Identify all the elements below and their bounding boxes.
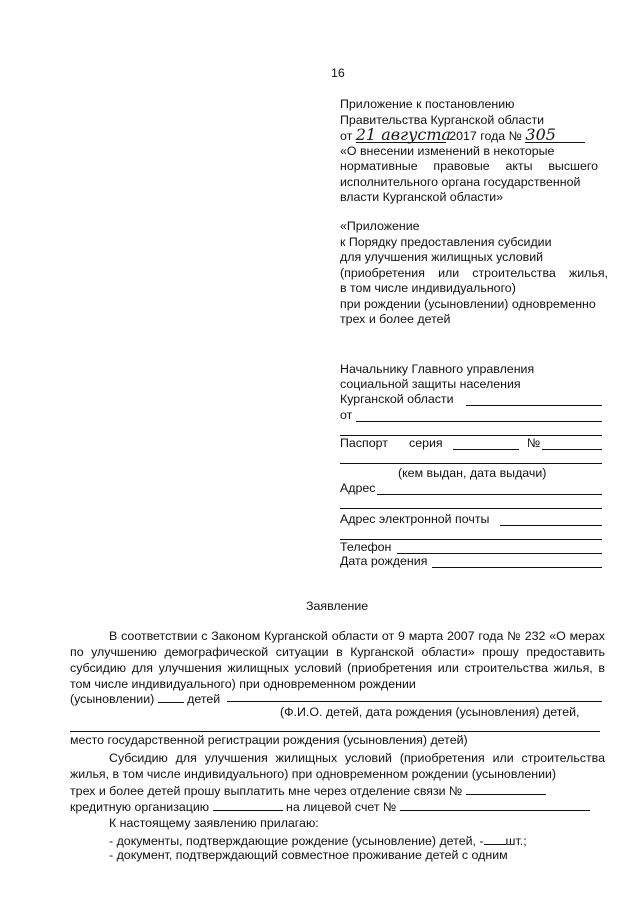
credit-org-blank[interactable] <box>213 798 283 811</box>
p2-post-office: трех и более детей прошу выплатить мне через отделение связи № <box>70 784 463 798</box>
docs-count-blank[interactable] <box>484 832 506 845</box>
appendix-title: Приложение к постановлению <box>340 97 515 111</box>
caption-place: место государственной регистрации рождения (усыновления) детей) <box>70 733 468 747</box>
attach-intro: К настоящему заявлению прилагаю: <box>109 816 319 830</box>
addressee-line-1: Начальнику Главного управления <box>340 362 535 376</box>
about-line-1: «О внесении изменений в некоторые <box>340 144 555 158</box>
appendix2-line-6: при рождении (усыновлении) одновременно <box>340 297 596 311</box>
issued-fill-line[interactable] <box>340 463 602 464</box>
addressee-line-3: Курганской области <box>340 392 454 406</box>
date-prefix: от <box>340 129 353 143</box>
address-label: Адрес <box>340 481 376 495</box>
p2-line-4 <box>70 798 590 815</box>
appendix2-line-1: «Приложение <box>340 219 420 233</box>
page-number: 16 <box>331 66 345 80</box>
about-line-2: нормативные правовые акты высшего <box>340 159 598 173</box>
birth-date-label: Дата рождения <box>340 554 428 568</box>
passport-label: Паспорт <box>340 436 388 450</box>
attach-item-1-unit: шт.; <box>505 834 527 848</box>
email-fill-line[interactable] <box>500 525 602 526</box>
about-line-3: исполнительного органа государственной <box>340 175 581 189</box>
issued-caption: (кем выдан, дата выдачи) <box>398 466 547 480</box>
children-fill-line-2[interactable] <box>70 731 600 732</box>
appendix2-line-3: для улучшения жилищных условий <box>340 250 544 264</box>
from-label: от <box>340 408 353 422</box>
passport-number-line[interactable] <box>542 449 602 450</box>
post-office-blank[interactable] <box>466 782 546 795</box>
email-label: Адрес электронной почты <box>340 512 490 526</box>
caption-children: (Ф.И.О. детей, дата рождения (усыновления) детей, <box>280 705 580 719</box>
statement-paragraph-1: В соответствии с Законом Курганской области от 9 марта 2007 года № 232 «О мерах по улучшению демографической ситуации в Курганской области» прошу предоставить субсидию для улучшения жилищных условий (приобретения или строительства жилья, в том числе индивидуального) при одновременном рождении <box>70 629 605 691</box>
statement-paragraph-2: Субсидию для улучшения жилищных условий (приобретения или строительства жилья, в том числе индивидуального) при одновременном рождении (усыновлении) <box>70 751 605 781</box>
attach-item-1 <box>109 832 527 849</box>
phone-fill-line[interactable] <box>397 553 602 554</box>
statement-p1-last-line <box>70 690 220 707</box>
p2-account: на лицевой счет № <box>286 800 397 814</box>
date-handwritten: 21 августа <box>355 125 452 144</box>
appendix2-line-2: к Порядку предоставления субсидии <box>340 235 552 249</box>
appendix2-line-5: в том числе индивидуального) <box>340 281 516 295</box>
number-handwritten: 305 <box>525 128 585 143</box>
series-fill-line[interactable] <box>453 449 519 450</box>
about-line-4: власти Курганской области» <box>340 190 504 204</box>
attach-item-2: - документ, подтверждающий совместное проживание детей с одним <box>109 848 508 862</box>
statement-title: Заявление <box>306 599 369 613</box>
children-fill-line[interactable] <box>227 701 602 702</box>
phone-label: Телефон <box>340 540 392 554</box>
address-fill-line[interactable] <box>377 494 602 495</box>
date-line <box>340 125 585 144</box>
p2-line-3 <box>70 782 546 799</box>
series-label: серия <box>409 436 443 450</box>
from-fill-line[interactable] <box>356 421 602 422</box>
region-fill-line <box>466 405 602 406</box>
number-sign: № <box>527 436 541 450</box>
addressee-line-2: социальной защиты населения <box>340 377 521 391</box>
attach-item-1-text: - документы, подтверждающие рождение (усыновление) детей, - <box>109 834 484 848</box>
appendix2-line-4: (приобретения или строительства жилья, <box>340 266 608 280</box>
address-fill-line-2[interactable] <box>340 508 602 509</box>
p1-children: детей <box>187 692 221 706</box>
year-text: 2017 года № <box>449 129 522 143</box>
p2-credit-org: кредитную организацию <box>70 800 210 814</box>
government-line: Правительства Курганской области <box>340 113 545 127</box>
children-count-blank[interactable] <box>158 690 184 703</box>
account-blank[interactable] <box>400 798 590 811</box>
appendix2-line-7: трех и более детей <box>340 312 451 326</box>
p1-adoption: (усыновлении) <box>70 692 155 706</box>
birth-date-fill-line[interactable] <box>432 567 602 568</box>
